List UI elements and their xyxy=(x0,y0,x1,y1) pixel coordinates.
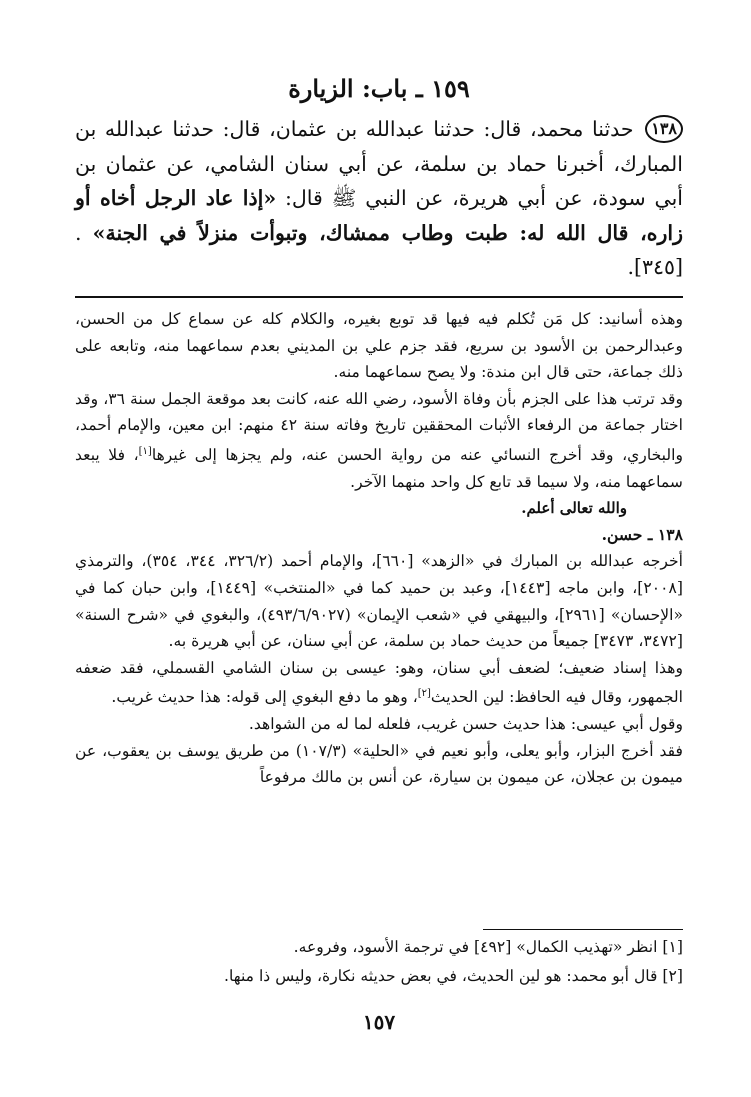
footnotes-section xyxy=(75,933,683,991)
takhrij-paragraph: وهذا إسناد ضعيف؛ لضعف أبي سنان، وهو: عيسى بن سنان الشامي القسملي، فقد ضعفه الجمهور، وقال فيه الحافظ: لين الحديث[٢]، وهو ما دفع البغوي إلى قوله: هذا حديث غريب. xyxy=(75,658,683,707)
hadith-isnad: حدثنا محمد، قال: حدثنا عبدالله بن عثمان، قال: حدثنا عبدالله بن المبارك، أخبرنا حماد بن سلمة، عن أبي سنان الشامي، عن عثمان بن أبي سودة، عن أبي هريرة، عن النبي ﷺ قال: xyxy=(75,117,683,210)
footnote-marker: [١] xyxy=(138,445,152,457)
footnote: [١] انظر «تهذيب الكمال» [٤٩٢] في ترجمة الأسود، وفروعه. xyxy=(293,938,683,956)
footnote-divider xyxy=(483,929,683,930)
footnote: [٢] قال أبو محمد: هو لين الحديث، في بعض حديثه نكارة، وليس ذا منها. xyxy=(224,967,683,985)
closing-phrase: والله تعالى أعلم. xyxy=(521,499,627,518)
hadith-matn: «إذا عاد الرجل أخاه أو زاره، قال الله له: طبت وطاب ممشاك، وتبوأت منزلاً في الجنة» xyxy=(75,186,683,245)
takhrij-paragraph: أخرجه عبدالله بن المبارك في «الزهد» [٦٦٠]، والإمام أحمد (٣٢٦/٢، ٣٤٤، ٣٥٤)، والترمذي [٢٠٠٨]، وابن ماجه [١٤٤٣]، وعبد بن حميد كما في «المنتخب» [١٤٤٩]، وابن حبان كما في «الإحسان» [٢٩٦١]، والبيهقي في «شعب الإيمان» (٤٩٣/٦/٩٠٢٧)، والبغوي في «شرح السنة» [٣٤٧٢، ٣٤٧٣] جميعاً من حديث حماد بن سلمة، عن أبي سنان، عن أبي هريرة به. xyxy=(75,552,684,651)
takhrij-paragraph: فقد أخرج البزار، وأبو يعلى، وأبو نعيم في «الحلية» (١٠٧/٣) من طريق يوسف بن يعقوب، عن ميمون بن عجلان، عن ميمون بن سيارة، عن أنس بن مالك مرفوعاً xyxy=(75,741,683,787)
hadith-number-badge: ١٣٨ xyxy=(645,115,683,143)
footnote-marker: [٢] xyxy=(417,688,431,700)
hadith-reference: . [٣٤٥]. xyxy=(75,220,683,279)
page-number: ١٥٧ xyxy=(362,1010,396,1034)
takhrij-paragraph: وقول أبي عيسى: هذا حديث حسن غريب، فلعله لما له من الشواهد. xyxy=(248,714,683,733)
hadith-text-block xyxy=(75,112,683,285)
chapter-title: ١٥٩ ـ باب: الزيارة xyxy=(288,74,470,103)
book-page xyxy=(75,0,683,1097)
section-divider xyxy=(75,296,683,298)
commentary-section xyxy=(75,306,683,791)
takhrij-heading: ١٣٨ ـ حسن. xyxy=(601,524,683,544)
commentary-paragraph: وقد ترتب هذا على الجزم بأن وفاة الأسود، رضي الله عنه، كانت بعد موقعة الجمل سنة ٣٦، وقد اختار جماعة من الرفعاء الأثبات المحققين تاريخ وفاته سنة ٤٢ منهم: ابن معين، والإمام أحمد، والبخاري، وقد أخرج النسائي عنه من رواية الحسن عنه، ولم يجزها إلى غيرها[١]، فلا يبعد سماعهما منه، ولا سيما قد تابع كل واحد منهما الآخر. xyxy=(75,389,683,491)
commentary-paragraph: وهذه أسانيد: كل مَن تُكلم فيه فيها قد توبع بغيره، والكلام كله عن سماع كل من الحسن، وعبدالرحمن بن الأسود بن سريع، فقد جزم علي بن المديني بعدم سماعهما منه، وتابعه على ذلك جماعة، حتى قال ابن مندة: ولا يصح سماعهما منه. xyxy=(75,310,683,382)
